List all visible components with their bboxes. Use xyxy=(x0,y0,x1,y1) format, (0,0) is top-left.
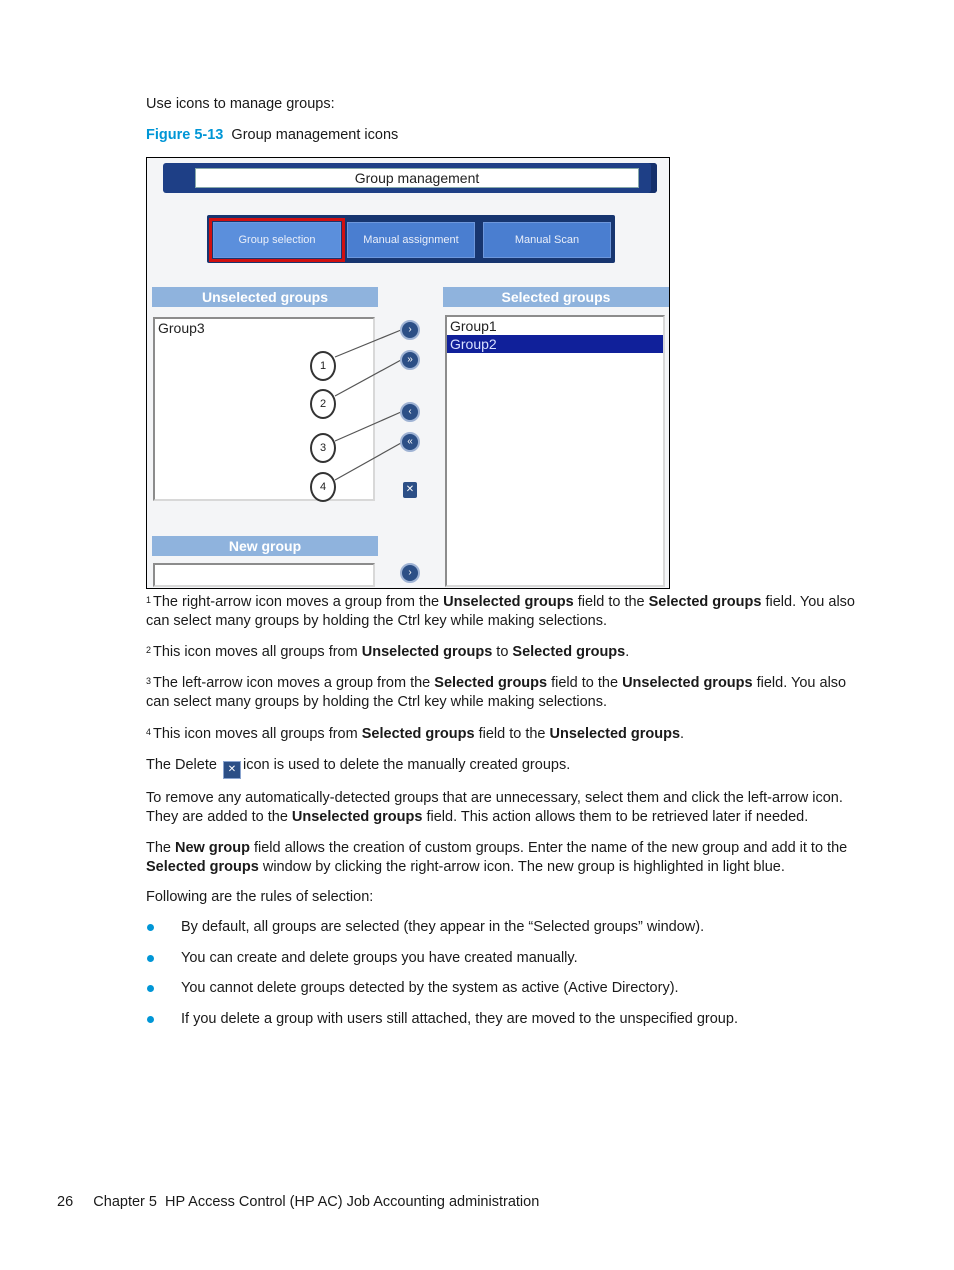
note-4 xyxy=(146,725,866,744)
note-text: to xyxy=(492,644,513,660)
group-selection-button[interactable]: Group selection xyxy=(213,222,341,258)
note-bold: Selected groups xyxy=(648,594,762,610)
note-text: The left-arrow icon moves a group from the xyxy=(153,675,435,691)
note-text: . xyxy=(680,726,685,742)
note-bold: Unselected groups xyxy=(622,675,753,691)
paragraph-text: window by clicking the right-arrow icon. The new group is highlighted in light blue. xyxy=(258,859,785,875)
note-text: field to the xyxy=(573,594,649,610)
move-left-icon[interactable]: ‹ xyxy=(400,402,420,422)
unselected-groups-header: Unselected groups xyxy=(152,287,378,307)
callout-leader-lines xyxy=(147,158,669,588)
new-group-input[interactable] xyxy=(153,563,375,587)
note-bold: Selected groups xyxy=(361,726,475,742)
note-text: . xyxy=(625,644,630,660)
page-number: 26 xyxy=(57,1194,74,1210)
note-text: This icon moves all groups from xyxy=(153,644,362,660)
leader-line-1 xyxy=(335,330,401,357)
paragraph-text: field allows the creation of custom groups. Enter the name of the new group and add it to the xyxy=(249,840,848,856)
figure-caption xyxy=(146,126,866,145)
paragraph-text: The xyxy=(146,840,176,856)
figure-title: Group management xyxy=(195,168,639,188)
note-number: 3 xyxy=(146,676,152,686)
list-item xyxy=(146,979,866,998)
callout-1: 1 xyxy=(310,351,336,381)
list-item[interactable]: Group3 xyxy=(158,320,205,336)
note-bold: Selected groups xyxy=(434,675,548,691)
bullet-icon xyxy=(147,985,154,992)
rule-text: You cannot delete groups detected by the system as active (Active Directory). xyxy=(181,980,679,996)
leader-line-2 xyxy=(335,360,401,396)
leader-line-3 xyxy=(335,412,401,441)
note-number: 1 xyxy=(146,595,152,605)
list-item[interactable]: Group1 xyxy=(450,318,497,334)
remove-paragraph xyxy=(146,789,866,827)
add-new-group-icon[interactable]: › xyxy=(400,563,420,583)
callout-2: 2 xyxy=(310,389,336,419)
new-group-paragraph xyxy=(146,839,866,877)
callout-3: 3 xyxy=(310,433,336,463)
move-right-icon[interactable]: › xyxy=(400,320,420,340)
note-number: 2 xyxy=(146,645,152,655)
note-1 xyxy=(146,593,866,631)
rule-text: You can create and delete groups you have created manually. xyxy=(181,949,578,966)
paragraph-text: The Delete xyxy=(146,757,217,773)
rules-list xyxy=(146,918,866,1040)
list-item xyxy=(146,1010,866,1029)
list-item-selected[interactable]: Group2 xyxy=(447,335,663,353)
move-all-right-icon[interactable]: » xyxy=(400,350,420,370)
paragraph-text: To remove any automatically-detected groups that are unnecessary, select them and click the left-arrow icon. They are added to the xyxy=(146,790,843,825)
page-footer xyxy=(57,1193,539,1212)
delete-icon: ✕ xyxy=(223,761,241,779)
figure-caption-text: Group management icons xyxy=(231,127,399,143)
paragraph-text: icon is used to delete the manually created groups. xyxy=(242,757,571,773)
list-item xyxy=(146,949,866,968)
move-all-left-icon[interactable]: « xyxy=(400,432,420,452)
rule-text: By default, all groups are selected (they appear in the “Selected groups” window). xyxy=(181,919,705,935)
note-bold: Unselected groups xyxy=(443,594,574,610)
delete-icon[interactable]: ✕ xyxy=(403,482,417,498)
note-number: 4 xyxy=(146,727,152,737)
rules-intro: Following are the rules of selection: xyxy=(146,889,374,905)
note-2 xyxy=(146,643,866,662)
figure-label: Figure 5-13 xyxy=(146,127,224,143)
bullet-icon xyxy=(147,955,154,962)
leader-line-4 xyxy=(335,443,401,480)
group-management-figure xyxy=(146,157,670,589)
callout-4: 4 xyxy=(310,472,336,502)
note-text: field. You also can select many groups by holding the Ctrl key while making selections. xyxy=(146,594,855,629)
note-text: This icon moves all groups from xyxy=(153,726,362,742)
rule-text: If you delete a group with users still attached, they are moved to the unspecified group. xyxy=(181,1010,738,1027)
note-bold: Unselected groups xyxy=(549,726,681,742)
bullet-icon xyxy=(147,1016,154,1023)
new-group-header: New group xyxy=(152,536,378,556)
note-text: field to the xyxy=(547,675,623,691)
selected-groups-header: Selected groups xyxy=(443,287,669,307)
paragraph-bold: Unselected groups xyxy=(291,809,423,825)
note-3 xyxy=(146,674,866,712)
note-text: The right-arrow icon moves a group from the xyxy=(153,594,444,610)
note-text: field. You also can select many groups by holding the Ctrl key while making selections. xyxy=(146,675,847,710)
paragraph-text: field. This action allows them to be retrieved later if needed. xyxy=(422,809,809,825)
paragraph-bold: New group xyxy=(175,840,250,856)
list-item xyxy=(146,918,866,937)
intro-text: Use icons to manage groups: xyxy=(146,96,335,112)
manual-assignment-button[interactable]: Manual assignment xyxy=(347,222,475,258)
note-bold: Selected groups xyxy=(512,644,626,660)
chapter-title: Chapter 5 HP Access Control (HP AC) Job Accounting administration xyxy=(93,1194,540,1210)
delete-paragraph xyxy=(146,756,866,779)
note-text: field to the xyxy=(474,726,550,742)
note-bold: Unselected groups xyxy=(361,644,493,660)
paragraph-bold: Selected groups xyxy=(146,859,259,875)
bullet-icon xyxy=(147,924,154,931)
manual-scan-button[interactable]: Manual Scan xyxy=(483,222,611,258)
